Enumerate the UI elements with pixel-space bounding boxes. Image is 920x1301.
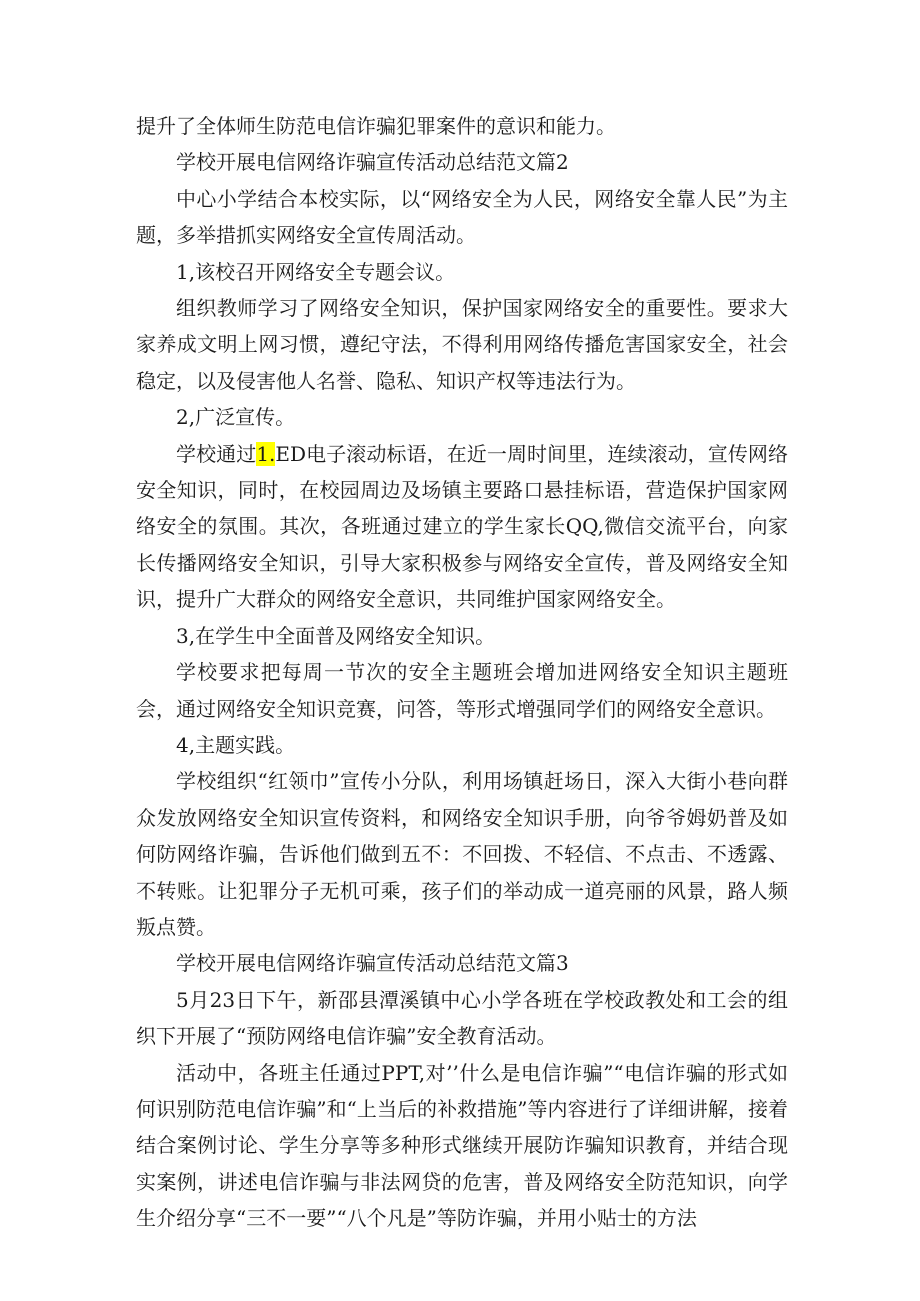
paragraph-7-after: ED电子滚动标语，在近一周时间里，连续滚动，宣传网络安全知识，同时，在校园周边及场镇主要路口悬挂标语，营造保护国家网络安全的氛围。其次，各班通过建立的学生家长QQ,微信交流平台，向家长传播网络安全知识，引导大家积极参与网络安全宣传，普及网络安全知识，提升广大群众的网络安全意识，共同维护国家网络安全。	[136, 441, 788, 612]
paragraph-9: 学校要求把每周一节次的安全主题班会增加进网络安全知识主题班会，通过网络安全知识竞赛，问答，等形式增强同学们的网络安全意识。	[136, 660, 788, 721]
paragraph-3: 中心小学结合本校实际，以“网络安全为人民，网络安全靠人民”为主题，多举措抓实网络安全宣传周活动。	[136, 186, 788, 248]
list-item-4: 4,主题实践。	[176, 732, 296, 757]
paragraph-11: 学校组织“红领巾”宣传小分队，利用场镇赶场日，深入大街小巷向群众发放网络安全知识宣传资料，和网络安全知识手册，向爷爷姆奶普及如何防网络诈骗，告诉他们做到五不：不回拨、不轻信、不点击、不透露、不转账。让犯罪分子无机可乘，孩子们的举动成一道亮丽的风景，路人频叛点赞。	[136, 769, 788, 939]
list-item-2: 2,广泛宣传。	[176, 405, 296, 430]
list-item-3: 3,在学生中全面普及网络安全知识。	[176, 623, 496, 648]
paragraph-1: 提升了全体师生防范电信诈骗犯罪案件的意识和能力。	[136, 114, 616, 138]
paragraph-13: 5月23日下午，新邵县潭溪镇中心小学各班在学校政教处和工会的组织下开展了“预防网络电信诈骗”安全教育活动。	[136, 987, 788, 1049]
paragraph-5: 组织教师学习了网络安全知识，保护国家网络安全的重要性。要求大家养成文明上网习惯，遵纪守法，不得利用网络传播危害国家安全，社会稳定，以及侵害他人名誉、隐私、知识产权等违法行为。	[136, 296, 788, 393]
paragraph-7-before: 学校通过	[176, 441, 257, 466]
highlighted-text: 1.	[256, 441, 276, 466]
paragraph-7	[136, 436, 788, 618]
section-heading-2: 学校开展电信网络诈骗宣传活动总结范文篇2	[176, 150, 569, 175]
section-heading-3: 学校开展电信网络诈骗宣传活动总结范文篇3	[176, 951, 569, 976]
list-item-1: 1,该校召开网络安全专题会议。	[176, 259, 456, 284]
paragraph-14: 活动中，各班主任通过PPT,对’’什么是电信诈骗”“电信诈骗的形式如何识别防范电信诈骗”和“上当后的补救措施”等内容进行了详细讲解，接着结合案例讨论、学生分享等多种形式继续开展防诈骗知识教育，并结合现实案例，讲述电信诈骗与非法网贷的危害，普及网络安全防范知识，向学生介绍分享“三不一要”“八个凡是”等防诈骗，并用小贴士的方法	[136, 1060, 788, 1231]
document-body	[136, 108, 788, 1237]
